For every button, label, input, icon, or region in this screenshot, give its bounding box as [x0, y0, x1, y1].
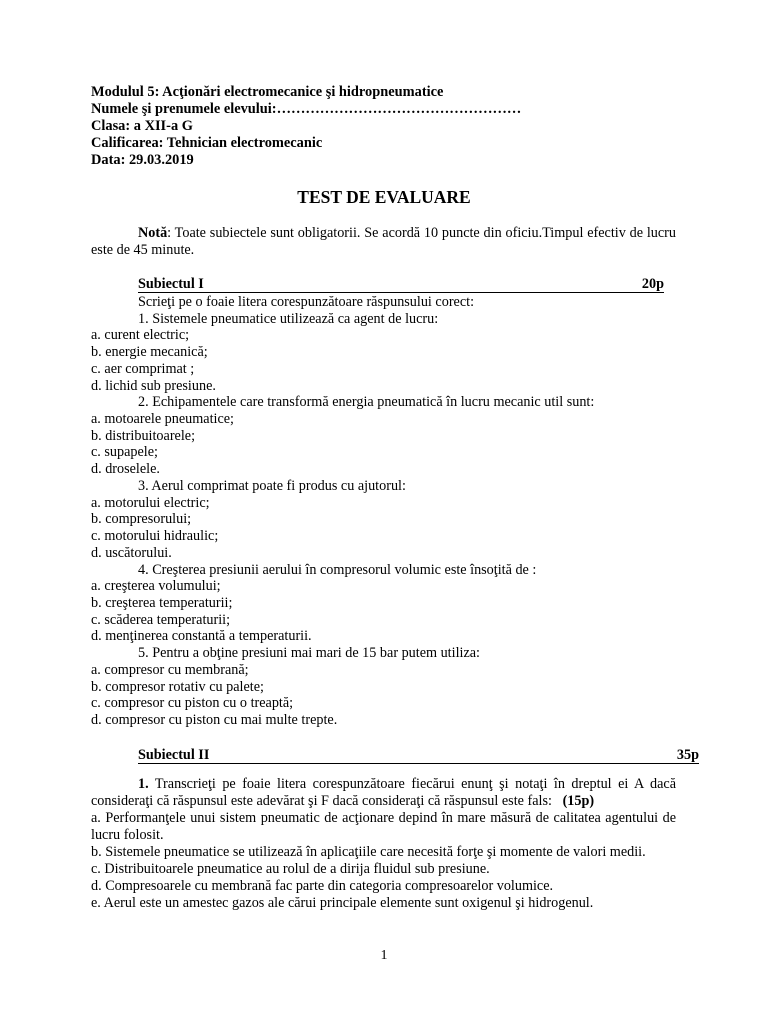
- statement-a: a. Performanţele unui sistem pneumatic de acţionare depind în mare măsură de calitatea agentului de lucru folosit.: [91, 810, 676, 843]
- statement-c: c. Distribuitoarele pneumatice au rolul de a dirija fluidul sub presiune.: [91, 861, 490, 877]
- section-1-points: 20p: [641, 276, 664, 292]
- option-4b: b. creşterea temperaturii;: [91, 594, 233, 611]
- option-2c: c. supapele;: [91, 444, 158, 461]
- module-line: Modulul 5: Acţionări electromecanice şi hidropneumatice: [91, 84, 444, 100]
- subject-2-content: [91, 776, 676, 912]
- option-2d: d. droselele.: [91, 461, 160, 478]
- option-1d: d. lichid sub presiune.: [91, 377, 216, 394]
- section-1-label: Subiectul I: [138, 276, 204, 292]
- note-paragraph: [91, 225, 676, 259]
- item-1-points: (15p): [562, 793, 595, 809]
- question-5: 5. Pentru a obţine presiuni mai mari de 15 bar putem utiliza:: [138, 645, 480, 662]
- option-4d: d. menţinerea constantă a temperaturii.: [91, 628, 312, 645]
- option-4c: c. scăderea temperaturii;: [91, 611, 231, 628]
- option-5d: d. compresor cu piston cu mai multe trepte.: [91, 711, 338, 728]
- question-3: 3. Aerul comprimat poate fi produs cu ajutorul:: [138, 477, 406, 494]
- option-5a: a. compresor cu membrană;: [91, 661, 249, 678]
- option-2a: a. motoarele pneumatice;: [91, 411, 234, 428]
- document-header: [91, 84, 691, 169]
- section-2-label: Subiectul II: [138, 747, 210, 763]
- qualification-line: Calificarea: Tehnician electromecanic: [91, 135, 323, 151]
- item-1-number: 1.: [138, 776, 149, 792]
- option-4a: a. creşterea volumului;: [91, 578, 221, 595]
- option-1a: a. curent electric;: [91, 327, 190, 344]
- section-heading-2: [138, 747, 699, 764]
- question-1: 1. Sistemele pneumatice utilizează ca agent de lucru:: [138, 310, 439, 327]
- statement-b: b. Sistemele pneumatice se utilizează în aplicaţiile care necesită forţe şi momente de valori medii.: [91, 844, 646, 860]
- note-label: Notă: [138, 225, 168, 241]
- statement-e: e. Aerul este un amestec gazos ale cărui principale elemente sunt oxigenul şi hidrogenul.: [91, 895, 594, 911]
- subject-2-item-1: [91, 776, 676, 810]
- page-title: TEST DE EVALUARE: [297, 187, 471, 207]
- option-1c: c. aer comprimat ;: [91, 360, 195, 377]
- student-name-line: Numele şi prenumele elevului:……………………………………………: [91, 101, 522, 117]
- option-5b: b. compresor rotativ cu palete;: [91, 678, 264, 695]
- section-heading-1: [138, 276, 664, 293]
- option-2b: b. distribuitoarele;: [91, 427, 196, 444]
- statement-d: d. Compresoarele cu membrană fac parte din categoria compresoarelor volumice.: [91, 878, 554, 894]
- option-3b: b. compresorului;: [91, 511, 192, 528]
- page-number: 1: [380, 948, 388, 963]
- date-line: Data: 29.03.2019: [91, 152, 194, 168]
- instruction-line: Scrieţi pe o foaie litera corespunzătoare răspunsului corect:: [138, 294, 475, 310]
- option-3a: a. motorului electric;: [91, 494, 210, 511]
- option-5c: c. compresor cu piston cu o treaptă;: [91, 695, 294, 712]
- question-4: 4. Creşterea presiunii aerului în compresorul volumic este însoţită de :: [138, 561, 537, 578]
- option-3d: d. uscătorului.: [91, 544, 172, 561]
- item-1-text: Transcrieţi pe foaie litera corespunzătoare fiecărui enunţ şi notaţi în dreptul ei A dacă consideraţi că răspunsul este adevărat şi F dacă consideraţi că răspunsul este fals:: [91, 776, 676, 809]
- option-1b: b. energie mecanică;: [91, 344, 208, 361]
- question-2: 2. Echipamentele care transformă energia pneumatică în lucru mecanic util sunt:: [138, 394, 595, 411]
- option-3c: c. motorului hidraulic;: [91, 528, 219, 545]
- class-line: Clasa: a XII-a G: [91, 118, 193, 134]
- section-2-points: 35p: [676, 747, 699, 763]
- subject-1-questions: [91, 294, 691, 729]
- note-text: : Toate subiectele sunt obligatorii. Se acordă 10 puncte din oficiu.Timpul efectiv de lucru este de 45 minute.: [91, 225, 676, 258]
